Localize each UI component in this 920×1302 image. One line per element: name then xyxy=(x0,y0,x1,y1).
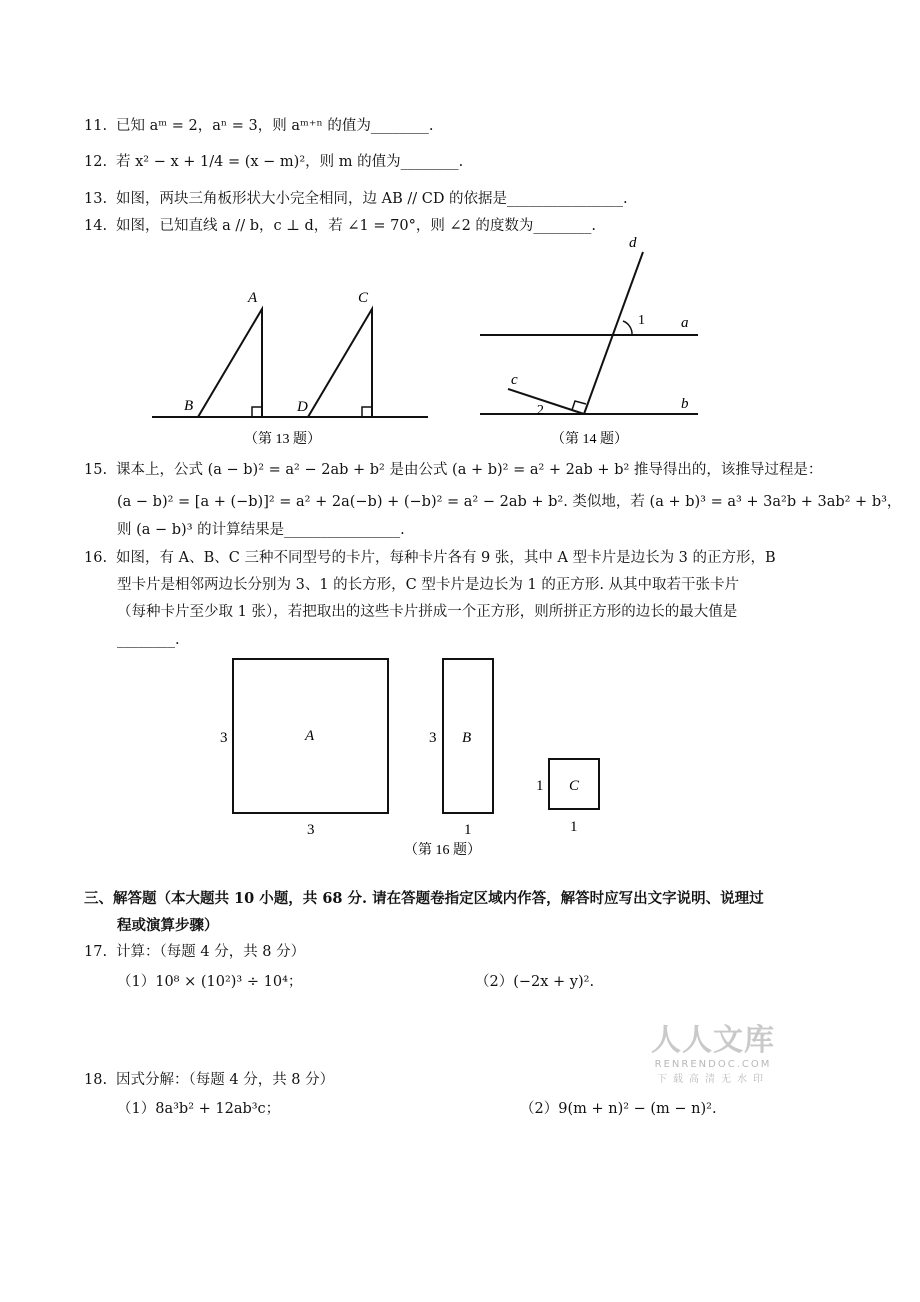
question-number: 11. xyxy=(84,118,108,134)
question-text: 若 x² − x + 1/4 = (x − m)²，则 m 的值为________. xyxy=(116,154,464,170)
figure-16 xyxy=(0,650,920,870)
question-text: 如图，已知直线 a // b，c ⊥ d，若 ∠1 = 70°，则 ∠2 的度数为________. xyxy=(116,218,597,234)
watermark-site: RENRENDOC.COM xyxy=(654,1059,772,1070)
question-text: 如图，两块三角板形状大小完全相同，边 AB // CD 的依据是________________. xyxy=(116,191,628,207)
watermark-title: 人人文库 xyxy=(651,1023,775,1058)
card-a-side-bottom: 3 xyxy=(307,822,315,838)
question-number: 16. xyxy=(84,550,108,566)
watermark xyxy=(648,1015,778,1085)
question-18-part-2: （2）9(m + n)² − (m − n)². xyxy=(520,1101,717,1117)
question-16-line-3: （每种卡片至少取 1 张），若把取出的这些卡片拼成一个正方形，则所拼正方形的边长的最大值是 xyxy=(117,604,738,620)
figure-14-caption: （第 14 题） xyxy=(551,432,628,447)
card-b-side-left: 3 xyxy=(429,730,437,746)
question-15-line-2: (a − b)² = [a + (−b)]² = a² + 2a(−b) + (−b)² = a² − 2ab + b². 类似地，若 (a + b)³ = a³ + 3a²b + 3ab² + b³， xyxy=(117,494,902,510)
question-text: 如图，有 A、B、C 三种不同型号的卡片，每种卡片各有 9 张，其中 A 型卡片是边长为 3 的正方形，B xyxy=(116,550,776,566)
figure-13 xyxy=(152,309,428,417)
figures-13-14 xyxy=(0,0,920,460)
question-18 xyxy=(84,1070,334,1090)
question-number: 17. xyxy=(84,944,108,960)
line-c xyxy=(508,389,584,414)
label-c: C xyxy=(358,290,369,306)
question-16-line-2: 型卡片是相邻两边长分别为 3、1 的长方形，C 型卡片是边长为 1 的正方形. 从其中取若干张卡片 xyxy=(117,577,740,593)
question-text: 课本上，公式 (a − b)² = a² − 2ab + b² 是由公式 (a + b)² = a² + 2ab + b² 推导得出的，该推导过程是： xyxy=(116,462,823,478)
angle-1-arc xyxy=(623,321,632,335)
triangle-cd xyxy=(308,309,372,417)
question-16-line-4: ________. xyxy=(117,632,180,648)
question-15-line-3: 则 (a − b)³ 的计算结果是________________. xyxy=(117,522,405,538)
question-18-part-1: （1）8a³b² + 12ab³c； xyxy=(117,1101,281,1117)
card-a-name: A xyxy=(305,728,315,744)
figure-16-caption: （第 16 题） xyxy=(404,843,481,858)
watermark-download: 下载高清无水印 xyxy=(657,1074,769,1085)
question-number: 15. xyxy=(84,462,108,478)
question-text: 已知 aᵐ = 2，aⁿ = 3，则 aᵐ⁺ⁿ 的值为________. xyxy=(116,118,434,134)
label-a: A xyxy=(248,290,258,306)
question-text: 因式分解：（每题 4 分，共 8 分） xyxy=(116,1072,335,1088)
card-c-name: C xyxy=(569,778,580,794)
question-number: 18. xyxy=(84,1072,108,1088)
card-b-name: B xyxy=(462,730,472,746)
card-b-side-bottom: 1 xyxy=(464,822,472,838)
label-b: B xyxy=(184,398,194,414)
label-b: b xyxy=(681,396,689,412)
figure-14 xyxy=(480,252,698,414)
angle-1-label: 1 xyxy=(638,313,645,328)
section-3-heading-line-2: 程或演算步骤） xyxy=(117,917,219,934)
question-number: 14. xyxy=(84,218,108,234)
card-c-side-bottom: 1 xyxy=(570,819,578,835)
question-17 xyxy=(84,942,305,962)
line-d xyxy=(584,252,643,414)
question-number: 13. xyxy=(84,191,108,207)
question-17-part-2: （2）(−2x + y)². xyxy=(475,974,595,990)
card-a-side-left: 3 xyxy=(220,730,228,746)
right-angle-mark xyxy=(572,401,586,410)
figure-13-caption: （第 13 题） xyxy=(244,432,321,447)
right-angle-mark xyxy=(252,407,262,417)
angle-2-label: 2 xyxy=(537,403,544,418)
question-16 xyxy=(84,548,776,568)
question-15 xyxy=(84,460,822,480)
card-c-side-left: 1 xyxy=(536,778,544,794)
question-17-part-1: （1）10⁸ × (10²)³ ÷ 10⁴； xyxy=(117,974,303,990)
question-text: 计算：（每题 4 分，共 8 分） xyxy=(116,944,306,960)
question-number: 12. xyxy=(84,154,108,170)
label-a: a xyxy=(681,315,689,331)
section-3-heading: 三、解答题（本大题共 10 小题，共 68 分. 请在答题卷指定区域内作答，解答时应写出文字说明、说理过 xyxy=(84,890,764,907)
right-angle-mark xyxy=(362,407,372,417)
label-c: c xyxy=(511,372,518,388)
triangle-ab xyxy=(198,309,262,417)
label-d: D xyxy=(297,399,308,415)
label-d: d xyxy=(629,235,637,251)
